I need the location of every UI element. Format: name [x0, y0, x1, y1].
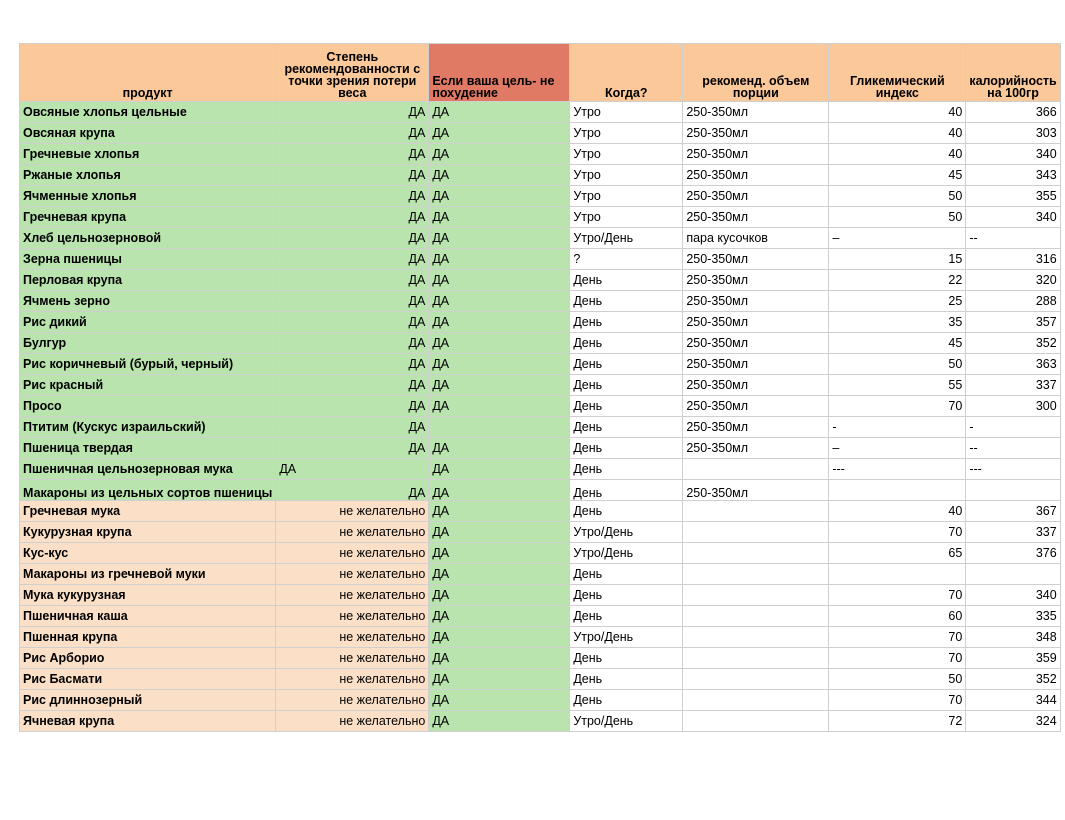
cell-portion[interactable]: 250-350мл: [683, 396, 829, 417]
cell-goal[interactable]: ДА: [429, 711, 570, 732]
cell-kcal[interactable]: 359: [966, 648, 1060, 669]
cell-when[interactable]: Утро: [570, 123, 683, 144]
cell-goal[interactable]: ДА: [429, 438, 570, 459]
cell-product[interactable]: Овсяная крупа: [20, 123, 276, 144]
cell-gi[interactable]: 50: [829, 354, 966, 375]
cell-goal[interactable]: ДА: [429, 249, 570, 270]
cell-when[interactable]: День: [570, 291, 683, 312]
cell-when[interactable]: День: [570, 312, 683, 333]
table-row: [20, 627, 1061, 648]
cell-gi[interactable]: 50: [829, 186, 966, 207]
cell-product[interactable]: Рис Басмати: [20, 669, 276, 690]
cell-product[interactable]: Рис длиннозерный: [20, 690, 276, 711]
cell-recommended[interactable]: ДА: [276, 396, 429, 417]
cell-goal[interactable]: ДА: [429, 228, 570, 249]
cell-product[interactable]: Кус-кус: [20, 543, 276, 564]
cell-product[interactable]: Макароны из гречневой муки: [20, 564, 276, 585]
cell-portion[interactable]: [683, 501, 829, 522]
cell-kcal[interactable]: 320: [966, 270, 1060, 291]
cell-when[interactable]: ?: [570, 249, 683, 270]
cell-product[interactable]: Пшеничная каша: [20, 606, 276, 627]
cell-gi[interactable]: 40: [829, 501, 966, 522]
table-row: [20, 333, 1061, 354]
cell-gi[interactable]: 50: [829, 207, 966, 228]
header-recommended[interactable]: Степень рекомендованности с точки зрения потери веса: [276, 44, 429, 102]
header-gi[interactable]: Гликемический индекс: [829, 44, 966, 102]
cell-kcal[interactable]: --: [966, 438, 1060, 459]
cell-recommended[interactable]: ДА: [276, 249, 429, 270]
header-kcal[interactable]: калорийность на 100гр: [966, 44, 1060, 102]
cell-portion[interactable]: [683, 648, 829, 669]
cell-when[interactable]: День: [570, 606, 683, 627]
cell-recommended[interactable]: не желательно: [276, 669, 429, 690]
cell-product[interactable]: Пшенная крупа: [20, 627, 276, 648]
cell-when[interactable]: День: [570, 480, 683, 501]
cell-portion[interactable]: 250-350мл: [683, 417, 829, 438]
cell-when[interactable]: Утро/День: [570, 711, 683, 732]
table-row: [20, 375, 1061, 396]
header-row: [20, 44, 1061, 102]
cell-kcal[interactable]: 324: [966, 711, 1060, 732]
cell-gi[interactable]: 40: [829, 123, 966, 144]
cell-goal[interactable]: ДА: [429, 669, 570, 690]
cell-gi[interactable]: 70: [829, 396, 966, 417]
cell-portion[interactable]: [683, 669, 829, 690]
cell-when[interactable]: День: [570, 690, 683, 711]
table-row: [20, 543, 1061, 564]
cell-gi[interactable]: –: [829, 438, 966, 459]
cell-goal[interactable]: ДА: [429, 291, 570, 312]
cell-when[interactable]: Утро: [570, 165, 683, 186]
cell-when[interactable]: День: [570, 564, 683, 585]
cell-product[interactable]: Гречневая крупа: [20, 207, 276, 228]
cell-when[interactable]: День: [570, 459, 683, 480]
cell-when[interactable]: День: [570, 648, 683, 669]
cell-goal[interactable]: ДА: [429, 270, 570, 291]
cell-when[interactable]: Утро: [570, 102, 683, 123]
cell-product[interactable]: Хлеб цельнозерновой: [20, 228, 276, 249]
cell-gi[interactable]: 50: [829, 669, 966, 690]
table-row: [20, 564, 1061, 585]
cell-when[interactable]: Утро: [570, 207, 683, 228]
cell-portion[interactable]: [683, 690, 829, 711]
cell-goal[interactable]: ДА: [429, 333, 570, 354]
cell-product[interactable]: Зерна пшеницы: [20, 249, 276, 270]
cell-product[interactable]: Пшеница твердая: [20, 438, 276, 459]
cell-goal[interactable]: ДА: [429, 648, 570, 669]
cell-kcal[interactable]: 340: [966, 144, 1060, 165]
cell-gi[interactable]: [829, 480, 966, 501]
cell-goal[interactable]: ДА: [429, 606, 570, 627]
cell-portion[interactable]: 250-350мл: [683, 291, 829, 312]
cell-portion[interactable]: 250-350мл: [683, 354, 829, 375]
cell-kcal[interactable]: --: [966, 228, 1060, 249]
cell-gi[interactable]: 70: [829, 627, 966, 648]
cell-recommended[interactable]: ДА: [276, 480, 429, 501]
table-row: [20, 228, 1061, 249]
cell-recommended[interactable]: не желательно: [276, 585, 429, 606]
table-row: [20, 396, 1061, 417]
header-goal[interactable]: Если ваша цель- не похудение: [429, 44, 570, 102]
cell-gi[interactable]: 55: [829, 375, 966, 396]
cell-gi[interactable]: 25: [829, 291, 966, 312]
cell-recommended[interactable]: ДА: [276, 144, 429, 165]
cell-recommended[interactable]: ДА: [276, 438, 429, 459]
cell-product[interactable]: Ржаные хлопья: [20, 165, 276, 186]
cell-gi[interactable]: 40: [829, 144, 966, 165]
table-row: [20, 438, 1061, 459]
table-row: [20, 459, 1061, 480]
cell-when[interactable]: День: [570, 354, 683, 375]
cell-kcal[interactable]: ---: [966, 459, 1060, 480]
cell-goal[interactable]: ДА: [429, 354, 570, 375]
cell-when[interactable]: День: [570, 438, 683, 459]
table-row: [20, 207, 1061, 228]
cell-product[interactable]: Просо: [20, 396, 276, 417]
cell-goal[interactable]: [429, 417, 570, 438]
cell-recommended[interactable]: не желательно: [276, 711, 429, 732]
cell-kcal[interactable]: 316: [966, 249, 1060, 270]
cell-portion[interactable]: [683, 543, 829, 564]
cell-recommended[interactable]: ДА: [276, 375, 429, 396]
cell-kcal[interactable]: 355: [966, 186, 1060, 207]
cell-when[interactable]: Утро: [570, 144, 683, 165]
cell-when[interactable]: День: [570, 270, 683, 291]
cell-goal[interactable]: ДА: [429, 186, 570, 207]
cell-portion[interactable]: [683, 585, 829, 606]
cell-portion[interactable]: 250-350мл: [683, 438, 829, 459]
cell-recommended[interactable]: ДА: [276, 459, 429, 480]
cell-gi[interactable]: 70: [829, 585, 966, 606]
cell-product[interactable]: Ячневая крупа: [20, 711, 276, 732]
table-row: [20, 648, 1061, 669]
table-row: [20, 354, 1061, 375]
header-portion[interactable]: рекоменд. объем порции: [683, 44, 829, 102]
table-row: [20, 291, 1061, 312]
table-row: [20, 312, 1061, 333]
cell-goal[interactable]: ДА: [429, 627, 570, 648]
cell-kcal[interactable]: 352: [966, 333, 1060, 354]
cell-recommended[interactable]: ДА: [276, 417, 429, 438]
table-row: [20, 690, 1061, 711]
cell-portion[interactable]: 250-350мл: [683, 333, 829, 354]
cell-gi[interactable]: 70: [829, 522, 966, 543]
table-row: [20, 270, 1061, 291]
cell-product[interactable]: Пшеничная цельнозерновая мука: [20, 459, 276, 480]
cell-product[interactable]: Булгур: [20, 333, 276, 354]
cell-portion[interactable]: 250-350мл: [683, 312, 829, 333]
cell-portion[interactable]: [683, 522, 829, 543]
table-row: [20, 669, 1061, 690]
table-row: [20, 186, 1061, 207]
cell-portion[interactable]: 250-350мл: [683, 375, 829, 396]
cell-recommended[interactable]: ДА: [276, 207, 429, 228]
cell-kcal[interactable]: 367: [966, 501, 1060, 522]
cell-recommended[interactable]: не желательно: [276, 648, 429, 669]
cell-kcal[interactable]: 303: [966, 123, 1060, 144]
cell-recommended[interactable]: ДА: [276, 186, 429, 207]
cell-portion[interactable]: 250-350мл: [683, 249, 829, 270]
cell-recommended[interactable]: ДА: [276, 270, 429, 291]
cell-recommended[interactable]: не желательно: [276, 606, 429, 627]
cell-gi[interactable]: –: [829, 228, 966, 249]
cell-when[interactable]: День: [570, 375, 683, 396]
cell-recommended[interactable]: ДА: [276, 165, 429, 186]
cell-goal[interactable]: ДА: [429, 480, 570, 501]
cell-product[interactable]: Овсяные хлопья цельные: [20, 102, 276, 123]
cell-portion[interactable]: [683, 627, 829, 648]
cell-goal[interactable]: ДА: [429, 501, 570, 522]
cell-kcal[interactable]: [966, 564, 1060, 585]
cell-goal[interactable]: ДА: [429, 102, 570, 123]
cell-kcal[interactable]: 348: [966, 627, 1060, 648]
cell-recommended[interactable]: ДА: [276, 102, 429, 123]
cell-recommended[interactable]: ДА: [276, 354, 429, 375]
cell-when[interactable]: Утро/День: [570, 522, 683, 543]
cell-gi[interactable]: ---: [829, 459, 966, 480]
table-row: [20, 711, 1061, 732]
cell-gi[interactable]: 15: [829, 249, 966, 270]
cell-portion[interactable]: 250-350мл: [683, 144, 829, 165]
cell-when[interactable]: День: [570, 417, 683, 438]
table-body: [20, 102, 1061, 732]
cell-portion[interactable]: 250-350мл: [683, 480, 829, 501]
cell-when[interactable]: День: [570, 333, 683, 354]
header-when[interactable]: Когда?: [570, 44, 683, 102]
cell-product[interactable]: Гречневая мука: [20, 501, 276, 522]
cell-goal[interactable]: ДА: [429, 396, 570, 417]
cell-when[interactable]: День: [570, 669, 683, 690]
cell-goal[interactable]: ДА: [429, 690, 570, 711]
cell-recommended[interactable]: не желательно: [276, 543, 429, 564]
data-table: [19, 43, 1061, 732]
cell-kcal[interactable]: 376: [966, 543, 1060, 564]
cell-product[interactable]: Рис дикий: [20, 312, 276, 333]
cell-gi[interactable]: 65: [829, 543, 966, 564]
cell-portion[interactable]: [683, 459, 829, 480]
cell-product[interactable]: Кукурузная крупа: [20, 522, 276, 543]
cell-portion[interactable]: [683, 711, 829, 732]
cell-recommended[interactable]: не желательно: [276, 522, 429, 543]
cell-portion[interactable]: 250-350мл: [683, 186, 829, 207]
cell-recommended[interactable]: не желательно: [276, 627, 429, 648]
cell-recommended[interactable]: ДА: [276, 312, 429, 333]
cell-kcal[interactable]: 288: [966, 291, 1060, 312]
table-row: [20, 501, 1061, 522]
cell-goal[interactable]: ДА: [429, 165, 570, 186]
cell-kcal[interactable]: 340: [966, 585, 1060, 606]
table-row: [20, 165, 1061, 186]
table-row: [20, 480, 1061, 501]
cell-gi[interactable]: 60: [829, 606, 966, 627]
cell-portion[interactable]: 250-350мл: [683, 102, 829, 123]
cell-goal[interactable]: ДА: [429, 564, 570, 585]
cell-product[interactable]: Рис красный: [20, 375, 276, 396]
cell-portion[interactable]: [683, 564, 829, 585]
table-row: [20, 249, 1061, 270]
table-row: [20, 585, 1061, 606]
cell-when[interactable]: Утро/День: [570, 228, 683, 249]
cell-goal[interactable]: ДА: [429, 543, 570, 564]
cell-kcal[interactable]: 352: [966, 669, 1060, 690]
cell-goal[interactable]: ДА: [429, 207, 570, 228]
cell-kcal[interactable]: [966, 480, 1060, 501]
cell-when[interactable]: День: [570, 585, 683, 606]
cell-kcal[interactable]: -: [966, 417, 1060, 438]
cell-kcal[interactable]: 337: [966, 522, 1060, 543]
cell-product[interactable]: Мука кукурузная: [20, 585, 276, 606]
cell-portion[interactable]: пара кусочков: [683, 228, 829, 249]
cell-gi[interactable]: 45: [829, 333, 966, 354]
cell-kcal[interactable]: 344: [966, 690, 1060, 711]
cell-gi[interactable]: 45: [829, 165, 966, 186]
cell-gi[interactable]: 35: [829, 312, 966, 333]
cell-product[interactable]: Гречневые хлопья: [20, 144, 276, 165]
cell-goal[interactable]: ДА: [429, 459, 570, 480]
table-row: [20, 144, 1061, 165]
cell-product[interactable]: Птитим (Кускус израильский): [20, 417, 276, 438]
table-row: [20, 123, 1061, 144]
cell-recommended[interactable]: ДА: [276, 123, 429, 144]
header-product[interactable]: продукт: [20, 44, 276, 102]
cell-gi[interactable]: [829, 564, 966, 585]
cell-kcal[interactable]: 337: [966, 375, 1060, 396]
table-row: [20, 606, 1061, 627]
table-row: [20, 102, 1061, 123]
cell-goal[interactable]: ДА: [429, 312, 570, 333]
cell-product[interactable]: Макароны из цельных сортов пшеницы: [20, 480, 276, 501]
table-row: [20, 522, 1061, 543]
cell-when[interactable]: День: [570, 501, 683, 522]
cell-product[interactable]: Перловая крупа: [20, 270, 276, 291]
cell-goal[interactable]: ДА: [429, 522, 570, 543]
cell-kcal[interactable]: 363: [966, 354, 1060, 375]
cell-recommended[interactable]: ДА: [276, 228, 429, 249]
cell-kcal[interactable]: 357: [966, 312, 1060, 333]
cell-gi[interactable]: 22: [829, 270, 966, 291]
cell-kcal[interactable]: 335: [966, 606, 1060, 627]
cell-goal[interactable]: ДА: [429, 144, 570, 165]
cell-product[interactable]: Ячмень зерно: [20, 291, 276, 312]
cell-portion[interactable]: 250-350мл: [683, 207, 829, 228]
cell-gi[interactable]: 72: [829, 711, 966, 732]
cell-recommended[interactable]: не желательно: [276, 501, 429, 522]
cell-portion[interactable]: 250-350мл: [683, 165, 829, 186]
cell-product[interactable]: Ячменные хлопья: [20, 186, 276, 207]
cell-kcal[interactable]: 366: [966, 102, 1060, 123]
cell-recommended[interactable]: ДА: [276, 333, 429, 354]
cell-product[interactable]: Рис коричневый (бурый, черный): [20, 354, 276, 375]
cell-kcal[interactable]: 300: [966, 396, 1060, 417]
cell-kcal[interactable]: 343: [966, 165, 1060, 186]
cell-gi[interactable]: 70: [829, 648, 966, 669]
cell-goal[interactable]: ДА: [429, 123, 570, 144]
cell-portion[interactable]: [683, 606, 829, 627]
cell-recommended[interactable]: не желательно: [276, 690, 429, 711]
cell-recommended[interactable]: не желательно: [276, 564, 429, 585]
cell-when[interactable]: День: [570, 396, 683, 417]
cell-portion[interactable]: 250-350мл: [683, 123, 829, 144]
cell-product[interactable]: Рис Арборио: [20, 648, 276, 669]
cell-kcal[interactable]: 340: [966, 207, 1060, 228]
cell-recommended[interactable]: ДА: [276, 291, 429, 312]
cell-goal[interactable]: ДА: [429, 375, 570, 396]
cell-goal[interactable]: ДА: [429, 585, 570, 606]
table-row: [20, 417, 1061, 438]
cell-when[interactable]: Утро: [570, 186, 683, 207]
cell-portion[interactable]: 250-350мл: [683, 270, 829, 291]
cell-gi[interactable]: 70: [829, 690, 966, 711]
cell-when[interactable]: Утро/День: [570, 543, 683, 564]
cell-gi[interactable]: 40: [829, 102, 966, 123]
cell-gi[interactable]: -: [829, 417, 966, 438]
cell-when[interactable]: Утро/День: [570, 627, 683, 648]
